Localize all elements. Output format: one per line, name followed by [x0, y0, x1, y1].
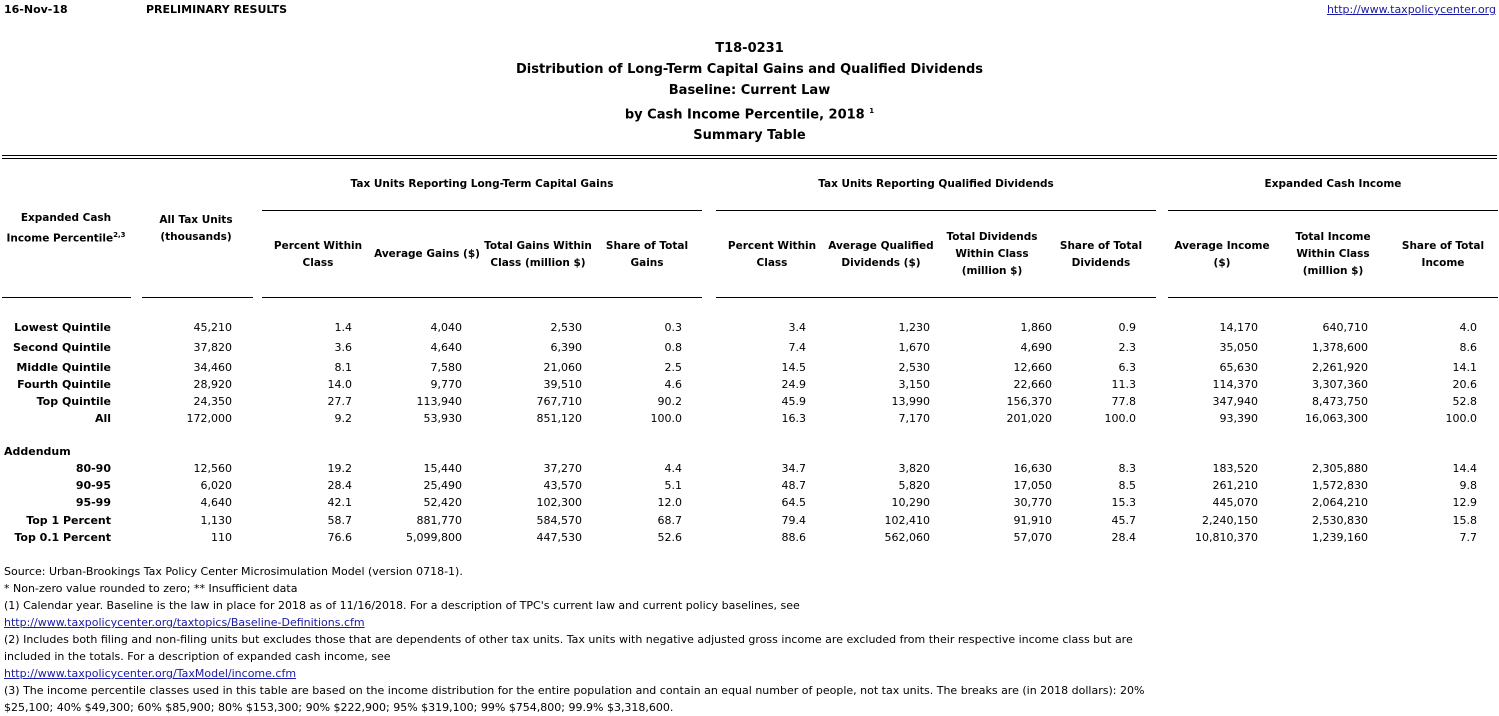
income-definition-link[interactable]: http://www.taxpolicycenter.org/TaxModel/income.cfm: [4, 667, 297, 680]
table-cell: 7.4: [788, 341, 806, 354]
baseline-definitions-link[interactable]: http://www.taxpolicycenter.org/taxtopics/Baseline-Definitions.cfm: [4, 616, 365, 629]
table-cell: 45.9: [781, 395, 806, 408]
table-cell: 37,270: [543, 462, 582, 475]
table-cell: 4,040: [430, 321, 462, 334]
table-cell: 27.7: [327, 395, 352, 408]
table-cell: 16.3: [781, 412, 806, 425]
footnote-star: * Non-zero value rounded to zero; ** Insufficient data: [4, 582, 298, 595]
table-cell: 6.3: [1118, 361, 1136, 374]
table-cell: 201,020: [1006, 412, 1052, 425]
row-label: Top Quintile: [36, 395, 111, 408]
table-cell: 79.4: [781, 514, 806, 527]
group-capital-gains-rule: [262, 210, 702, 211]
col-average-income: Average Income ($): [1174, 240, 1270, 269]
table-cell: 64.5: [781, 496, 806, 509]
table-cell: 100.0: [1104, 412, 1136, 425]
table-cell: 34.7: [781, 462, 806, 475]
table-cell: 8.1: [334, 361, 352, 374]
table-cell: 13,990: [891, 395, 930, 408]
table-cell: 15,440: [423, 462, 462, 475]
table-cell: 8.3: [1118, 462, 1136, 475]
table-cell: 16,630: [1013, 462, 1052, 475]
table-cell: 10,810,370: [1195, 531, 1258, 544]
col-div-percent-within-class: Percent Within Class: [727, 240, 817, 269]
row-label: 95-99: [75, 496, 111, 509]
table-cell: 90.2: [657, 395, 682, 408]
table-cell: 445,070: [1212, 496, 1258, 509]
table-cell: 57,070: [1013, 531, 1052, 544]
table-cell: 58.7: [327, 514, 352, 527]
table-cell: 347,940: [1212, 395, 1258, 408]
table-cell: 4,640: [430, 341, 462, 354]
table-cell: 14,170: [1219, 321, 1258, 334]
table-cell: 25,490: [423, 479, 462, 492]
table-cell: 91,910: [1013, 514, 1052, 527]
table-cell: 4,690: [1020, 341, 1052, 354]
row-label: Middle Quintile: [16, 361, 111, 374]
table-cell: 6,020: [200, 479, 232, 492]
addendum-label: Addendum: [4, 445, 71, 458]
table-cell: 52.6: [657, 531, 682, 544]
table-cell: 3,150: [898, 378, 930, 391]
table-cell: 88.6: [781, 531, 806, 544]
table-cell: 8,473,750: [1312, 395, 1368, 408]
table-cell: 12.0: [657, 496, 682, 509]
col-share-total-income: Share of Total Income: [1401, 240, 1485, 269]
table-summary-label: Summary Table: [693, 128, 806, 144]
table-title: Distribution of Long-Term Capital Gains and Qualified Dividends: [515, 62, 984, 77]
table-cell: 0.8: [664, 341, 682, 354]
col-share-total-dividends: Share of Total Dividends: [1059, 240, 1143, 269]
row-label: All: [94, 412, 111, 425]
col-all-units-rule: [142, 297, 253, 298]
table-cell: 3.6: [334, 341, 352, 354]
group-income: Expanded Cash Income: [1264, 178, 1402, 190]
tpc-homepage-link[interactable]: http://www.taxpolicycenter.org: [1326, 3, 1496, 16]
row-label: Top 1 Percent: [26, 514, 111, 527]
table-cell: 15.8: [1452, 514, 1477, 527]
table-cell: 183,520: [1212, 462, 1258, 475]
table-baseline: Baseline: Current Law: [668, 83, 831, 98]
table-title-block: [0, 38, 1499, 146]
table-cell: 10,290: [891, 496, 930, 509]
table-cell: 2,064,210: [1312, 496, 1368, 509]
table-cell: 8.6: [1459, 341, 1477, 354]
table-cell: 8.5: [1118, 479, 1136, 492]
col-total-gains: Total Gains Within Class (million $): [484, 240, 592, 269]
table-cell: 584,570: [536, 514, 582, 527]
table-cell: 1,378,600: [1312, 341, 1368, 354]
table-cell: 851,120: [536, 412, 582, 425]
table-cell: 1,230: [898, 321, 930, 334]
title-rule-bottom: [2, 158, 1497, 159]
table-cell: 45.7: [1111, 514, 1136, 527]
table-cell: 2,530,830: [1312, 514, 1368, 527]
footnote-ref-1: 1: [869, 107, 875, 115]
table-cell: 1.4: [334, 321, 352, 334]
footnote-2b: included in the totals. For a description of expanded cash income, see: [4, 650, 391, 663]
table-cell: 9.8: [1459, 479, 1477, 492]
table-cell: 12,660: [1013, 361, 1052, 374]
col-cg-percent-within-class: Percent Within Class: [273, 240, 363, 269]
table-cell: 114,370: [1212, 378, 1258, 391]
col-income-rule: [1168, 297, 1498, 298]
table-cell: 0.9: [1118, 321, 1136, 334]
table-cell: 22,660: [1013, 378, 1052, 391]
col-all-tax-units: All Tax Units (thousands): [159, 214, 233, 243]
table-cell: 20.6: [1452, 378, 1477, 391]
table-cell: 1,670: [898, 341, 930, 354]
table-cell: 12.9: [1452, 496, 1477, 509]
table-cell: 2,305,880: [1312, 462, 1368, 475]
table-cell: 43,570: [543, 479, 582, 492]
table-cell: 35,050: [1219, 341, 1258, 354]
table-cell: 640,710: [1322, 321, 1368, 334]
preliminary-status: PRELIMINARY RESULTS: [146, 3, 288, 16]
table-cell: 2,261,920: [1312, 361, 1368, 374]
row-label: Fourth Quintile: [17, 378, 111, 391]
table-cell: 102,410: [884, 514, 930, 527]
table-cell: 52.8: [1452, 395, 1477, 408]
table-cell: 562,060: [884, 531, 930, 544]
table-cell: 5,099,800: [406, 531, 462, 544]
table-cell: 34,460: [193, 361, 232, 374]
table-cell: 28.4: [327, 479, 352, 492]
row-label: Lowest Quintile: [14, 321, 111, 334]
table-cell: 102,300: [536, 496, 582, 509]
table-cell: 52,420: [423, 496, 462, 509]
table-cell: 156,370: [1006, 395, 1052, 408]
table-cell: 2,530: [898, 361, 930, 374]
row-label: 90-95: [75, 479, 111, 492]
table-cell: 14.1: [1452, 361, 1477, 374]
table-cell: 2,530: [550, 321, 582, 334]
table-cell: 100.0: [1445, 412, 1477, 425]
row-label: Top 0.1 Percent: [14, 531, 111, 544]
table-cell: 24,350: [193, 395, 232, 408]
table-cell: 4.4: [664, 462, 682, 475]
table-cell: 3,820: [898, 462, 930, 475]
table-cell: 1,130: [200, 514, 232, 527]
col-average-dividends: Average Qualified Dividends ($): [828, 240, 934, 269]
report-date: 16-Nov-18: [4, 3, 68, 16]
table-cell: 261,210: [1212, 479, 1258, 492]
table-cell: 4,640: [200, 496, 232, 509]
col-total-dividends: Total Dividends Within Class (million $): [946, 231, 1038, 277]
table-cell: 767,710: [536, 395, 582, 408]
table-cell: 28,920: [193, 378, 232, 391]
group-dividends: Tax Units Reporting Qualified Dividends: [818, 178, 1054, 190]
table-cell: 1,860: [1020, 321, 1052, 334]
footnote-2a: (2) Includes both filing and non-filing units but excludes those that are dependents of other tax units. Tax units with negative adjusted gross income are excluded from their respective income class but are: [4, 633, 1133, 646]
table-cell: 9,770: [430, 378, 462, 391]
table-cell: 3.4: [788, 321, 806, 334]
footnote-source: Source: Urban-Brookings Tax Policy Center Microsimulation Model (version 0718-1).: [4, 565, 463, 578]
table-cell: 0.3: [664, 321, 682, 334]
table-cell: 2.5: [664, 361, 682, 374]
table-cell: 76.6: [327, 531, 352, 544]
table-cell: 14.0: [327, 378, 352, 391]
table-cell: 48.7: [781, 479, 806, 492]
table-cell: 6,390: [550, 341, 582, 354]
table-cell: 12,560: [193, 462, 232, 475]
table-cell: 1,239,160: [1312, 531, 1368, 544]
table-cell: 17,050: [1013, 479, 1052, 492]
table-cell: 16,063,300: [1305, 412, 1368, 425]
table-cell: 7.7: [1459, 531, 1477, 544]
table-cell: 53,930: [423, 412, 462, 425]
table-cell: 172,000: [186, 412, 232, 425]
group-income-rule: [1168, 210, 1498, 211]
footnote-ref-2-3: 2,3: [113, 231, 126, 239]
col-share-total-gains: Share of Total Gains: [605, 240, 689, 269]
table-cell: 42.1: [327, 496, 352, 509]
col-div-rule: [716, 297, 1156, 298]
table-cell: 110: [211, 531, 232, 544]
table-cell: 881,770: [416, 514, 462, 527]
table-cell: 14.4: [1452, 462, 1477, 475]
table-cell: 100.0: [650, 412, 682, 425]
table-cell: 1,572,830: [1312, 479, 1368, 492]
row-label: Second Quintile: [12, 341, 111, 354]
table-cell: 15.3: [1111, 496, 1136, 509]
col-percentile-rule: [2, 297, 131, 298]
table-cell: 113,940: [416, 395, 462, 408]
table-cell: 5,820: [898, 479, 930, 492]
footnote-1: (1) Calendar year. Baseline is the law in place for 2018 as of 11/16/2018. For a description of TPC's current law and current policy baselines, see: [4, 599, 800, 612]
table-cell: 11.3: [1111, 378, 1136, 391]
footnote-3a: (3) The income percentile classes used in this table are based on the income distribution for the entire population and contain an equal number of people, not tax units. The breaks are (in 2018 dollars): 20%: [4, 684, 1145, 697]
table-cell: 447,530: [536, 531, 582, 544]
table-cell: 30,770: [1013, 496, 1052, 509]
group-capital-gains: Tax Units Reporting Long-Term Capital Gains: [350, 178, 614, 190]
table-cell: 5.1: [664, 479, 682, 492]
title-rule-top: [2, 155, 1497, 156]
table-cell: 77.8: [1111, 395, 1136, 408]
table-cell: 28.4: [1111, 531, 1136, 544]
table-cell: 93,390: [1219, 412, 1258, 425]
col-percentile: Expanded Cash Income Percentile$^{2,3}$: [6, 212, 126, 245]
row-label: 80-90: [75, 462, 111, 475]
table-cell: 65,630: [1219, 361, 1258, 374]
table-subtitle: by Cash Income Percentile, 2018 $^1$: [624, 107, 875, 123]
table-cell: 24.9: [781, 378, 806, 391]
table-cell: 68.7: [657, 514, 682, 527]
table-cell: 2.3: [1118, 341, 1136, 354]
col-total-income: Total Income Within Class (million $): [1295, 231, 1371, 277]
table-id: T18-0231: [715, 41, 784, 56]
table-cell: 2,240,150: [1202, 514, 1258, 527]
table-cell: 9.2: [334, 412, 352, 425]
table-cell: 14.5: [781, 361, 806, 374]
table-cell: 45,210: [193, 321, 232, 334]
footnote-3b: $25,100; 40% $49,300; 60% $85,900; 80% $153,300; 90% $222,900; 95% $319,100; 99% $754,800; 99.9% $3,318,600.: [4, 701, 674, 714]
table-cell: 39,510: [543, 378, 582, 391]
table-cell: 4.6: [664, 378, 682, 391]
col-average-gains: Average Gains ($): [374, 248, 480, 260]
table-cell: 7,170: [898, 412, 930, 425]
table-cell: 37,820: [193, 341, 232, 354]
table-cell: 3,307,360: [1312, 378, 1368, 391]
table-cell: 19.2: [327, 462, 352, 475]
table-cell: 4.0: [1459, 321, 1477, 334]
col-cg-rule: [262, 297, 702, 298]
table-cell: 7,580: [430, 361, 462, 374]
group-dividends-rule: [716, 210, 1156, 211]
table-cell: 21,060: [543, 361, 582, 374]
